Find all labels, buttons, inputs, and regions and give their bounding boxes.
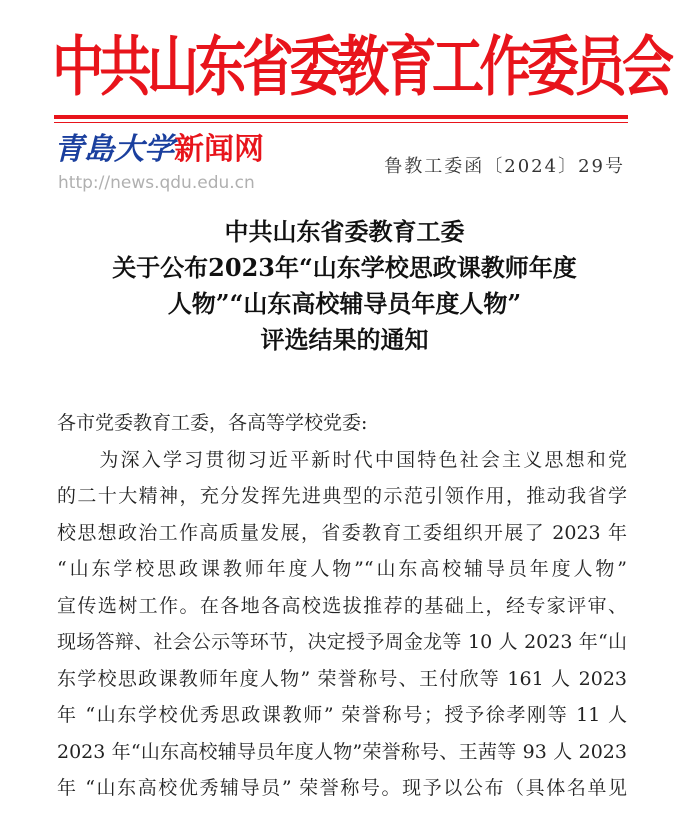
document-body (57, 405, 627, 807)
letterhead-thin-rule (54, 122, 628, 123)
document-number: 鲁教工委函〔2024〕29号 (384, 156, 625, 177)
body-line: 的二十大精神，充分发挥先进典型的示范引领作用，推动我省学 (57, 485, 627, 507)
title-line: 关于公布2023年“山东学校思政课教师年度 (112, 253, 577, 282)
body-line: 为深入学习贯彻习近平新时代中国特色社会主义思想和党 (57, 448, 627, 471)
title-line: 人物”“山东高校辅导员年度人物” (167, 289, 522, 318)
letterhead-thick-rule (54, 115, 628, 119)
watermark-url: http://news.qdu.edu.cn (58, 173, 255, 193)
body-line: 宣传选树工作。在各地各高校选拔推荐的基础上，经专家评审、 (57, 594, 627, 617)
title-line: 评选结果的通知 (260, 325, 429, 354)
organization-letterhead: 中共山东省委教育工作委员会 (52, 28, 670, 105)
salutation: 各市党委教育工委，各高等学校党委: (57, 412, 368, 434)
document-title (0, 214, 689, 358)
title-line: 中共山东省委教育工委 (224, 217, 465, 246)
watermark-logo: 青島大学新闻网 (54, 132, 264, 167)
body-line: 现场答辩、社会公示等环节，决定授予周金龙等 10 人 2023 年“山 (57, 631, 627, 653)
body-line: 年 “山东高校优秀辅导员” 荣誉称号。现予以公布（具体名单见 (57, 777, 627, 799)
body-line: 校思想政治工作高质量发展，省委教育工委组织开展了 2023 年 (57, 521, 627, 544)
body-line: “山东学校思政课教师年度人物”“山东高校辅导员年度人物” (57, 558, 627, 580)
news-site-watermark (54, 128, 314, 200)
body-line: 东学校思政课教师年度人物” 荣誉称号、王付欣等 161 人 2023 (57, 667, 627, 690)
body-line: 年 “山东学校优秀思政课教师” 荣誉称号；授予徐孝刚等 11 人 (57, 704, 627, 726)
body-line: 2023 年“山东高校辅导员年度人物”荣誉称号、王茜等 93 人 2023 (57, 740, 627, 763)
